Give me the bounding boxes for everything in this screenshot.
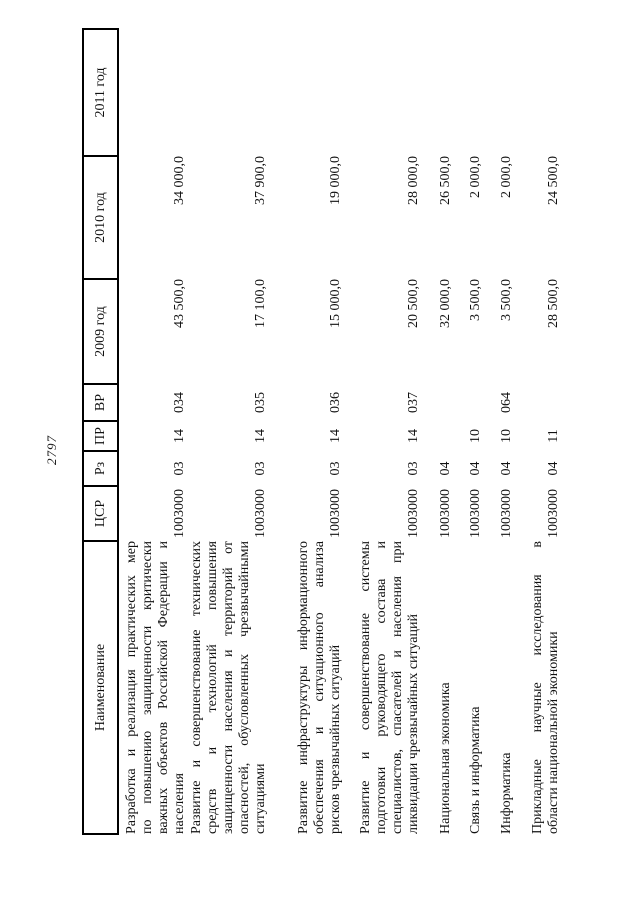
table-row [344, 29, 422, 834]
cell-vr: 035 [253, 392, 268, 413]
name-line: области национальной экономики [546, 631, 561, 834]
name-line: подготовки руководящего состава и [374, 541, 389, 834]
name-line: по повышению защищенности критически [140, 541, 155, 834]
cell-vr: 034 [172, 392, 187, 413]
name-line: важных объектов Российской Федерации и [156, 541, 171, 834]
cell-pr: 10 [468, 429, 483, 443]
cell-name [344, 541, 422, 834]
cell-2009: 32 000,0 [438, 279, 453, 328]
cell-2010: 37 900,0 [253, 156, 268, 205]
cell-2009: 20 500,0 [406, 279, 421, 328]
cell-2010: 26 500,0 [438, 156, 453, 205]
cell-2010: 2 000,0 [468, 156, 483, 198]
col-header-2009: 2009 год [83, 279, 118, 384]
cell-name [422, 541, 454, 834]
name-line: средств и технологий повышения [205, 541, 220, 834]
cell-pr: 14 [328, 429, 343, 443]
cell-rz: 04 [438, 461, 453, 476]
cell-2009: 28 500,0 [546, 279, 561, 328]
table-row [484, 29, 515, 834]
cell-name [269, 541, 344, 834]
name-line: Национальная экономика [438, 682, 453, 834]
cell-vr: 037 [406, 392, 421, 413]
cell-csr: 1003000 [406, 489, 421, 538]
cell-name [515, 541, 562, 834]
cell-2011 [188, 29, 269, 156]
cell-pr: 14 [406, 429, 421, 443]
cell-2010: 28 000,0 [406, 156, 421, 205]
col-header-2011: 2011 год [83, 29, 118, 156]
cell-2009: 3 500,0 [499, 279, 514, 321]
cell-2011 [344, 29, 422, 156]
cell-rz: 04 [499, 461, 514, 476]
cell-csr: 1003000 [172, 489, 187, 538]
cell-name [454, 541, 484, 834]
cell-2009: 17 100,0 [253, 279, 268, 328]
cell-2010: 2 000,0 [499, 156, 514, 198]
col-header-2010: 2010 год [83, 156, 118, 279]
table-row [515, 29, 562, 834]
cell-2011 [269, 29, 344, 156]
name-line: Связь и информатика [468, 706, 483, 834]
cell-vr: 036 [328, 392, 343, 413]
cell-pr [422, 421, 454, 451]
cell-2009: 15 000,0 [328, 279, 343, 328]
cell-2011 [454, 29, 484, 156]
name-line: опасностей, обусловленных чрезвычайными [237, 541, 252, 834]
cell-2010: 24 500,0 [546, 156, 561, 205]
cell-csr: 1003000 [546, 489, 561, 538]
cell-pr: 11 [546, 429, 561, 443]
cell-2009: 3 500,0 [468, 279, 483, 321]
name-line: рисков чрезвычайных ситуаций [328, 644, 343, 834]
cell-csr: 1003000 [438, 489, 453, 538]
page-number: 2797 [44, 435, 59, 465]
cell-rz: 04 [468, 461, 483, 476]
col-header-vr: ВР [83, 384, 118, 421]
cell-2010: 34 000,0 [172, 156, 187, 205]
budget-table [82, 28, 562, 835]
cell-2011 [422, 29, 454, 156]
name-line: Развитие и совершенствование технических [189, 541, 204, 834]
table-row [422, 29, 454, 834]
cell-rz: 03 [253, 461, 268, 476]
cell-rz: 03 [406, 461, 421, 476]
cell-pr: 14 [172, 429, 187, 443]
table-row [118, 29, 188, 834]
name-line: Информатика [499, 752, 514, 834]
cell-2010: 19 000,0 [328, 156, 343, 205]
name-line: специалистов, спасателей и населения при [390, 541, 405, 834]
cell-rz: 04 [546, 461, 561, 476]
cell-2011 [118, 29, 188, 156]
cell-csr: 1003000 [328, 489, 343, 538]
cell-pr: 14 [253, 429, 268, 443]
cell-pr: 10 [499, 429, 514, 443]
cell-vr [422, 384, 454, 421]
cell-vr [515, 384, 562, 421]
cell-csr: 1003000 [253, 489, 268, 538]
cell-csr: 1003000 [468, 489, 483, 538]
cell-vr [454, 384, 484, 421]
table-row [188, 29, 269, 834]
name-line: населения [172, 773, 187, 834]
name-line: Развитие инфраструктуры информационного [296, 541, 311, 834]
name-line: Разработка и реализация практических мер [124, 541, 139, 834]
cell-2011 [484, 29, 515, 156]
cell-rz: 03 [328, 461, 343, 476]
cell-name [188, 541, 269, 834]
name-line: ситуациями [253, 763, 268, 834]
cell-vr: 064 [499, 392, 514, 413]
col-header-rz: Рз [83, 451, 118, 486]
name-line: Развитие и совершенствование системы [358, 541, 373, 834]
cell-2011 [515, 29, 562, 156]
cell-name [118, 541, 188, 834]
table-row [269, 29, 344, 834]
cell-csr: 1003000 [499, 489, 514, 538]
header-row [83, 29, 118, 834]
name-line: ликвидации чрезвычайных ситуаций [406, 614, 421, 834]
cell-rz: 03 [172, 461, 187, 476]
name-line: защищенности населения и территорий от [221, 541, 236, 834]
name-line: Прикладные научные исследования в [530, 541, 545, 834]
name-line: обеспечения и ситуационного анализа [312, 541, 327, 834]
col-header-name: Наименование [83, 541, 118, 834]
col-header-pr: ПР [83, 421, 118, 451]
table-row [454, 29, 484, 834]
col-header-csr: ЦСР [83, 486, 118, 541]
cell-2009: 43 500,0 [172, 279, 187, 328]
cell-name [484, 541, 515, 834]
